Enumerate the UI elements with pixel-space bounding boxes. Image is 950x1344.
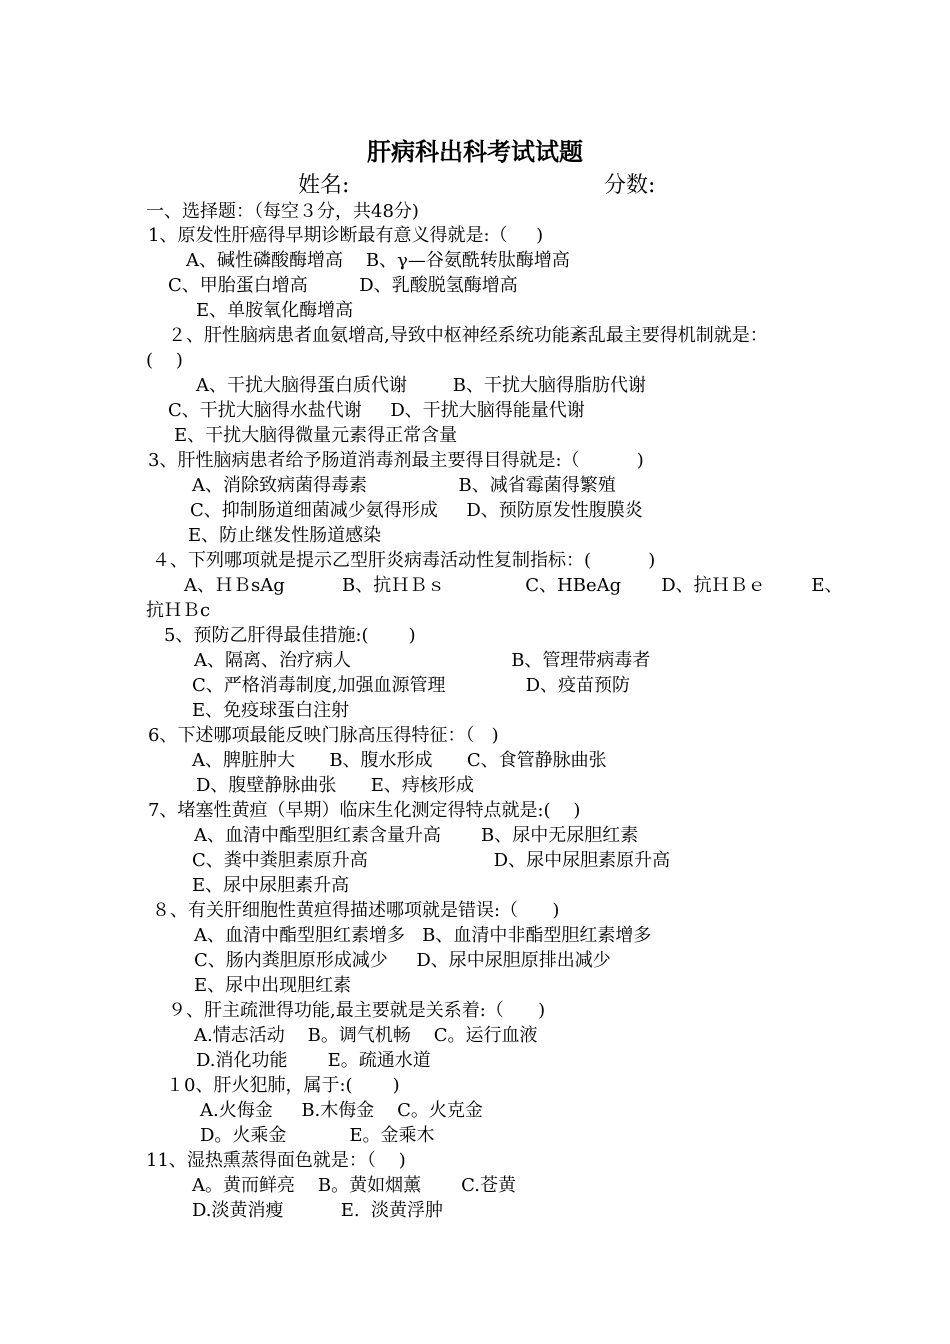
question-line: １0、肝火犯肺，属于:( ) xyxy=(166,1075,400,1096)
option-line: A、隔离、治疗病人 B、管理带病毒者 xyxy=(194,650,651,671)
option-line: D.消化功能 E。疏通水道 xyxy=(196,1050,431,1071)
question-line: 11、湿热熏蒸得面色就是：（ ) xyxy=(146,1150,406,1171)
option-line: E、尿中尿胆素升高 xyxy=(192,875,350,896)
option-line: C、甲胎蛋白增高 D、乳酸脱氢酶增高 xyxy=(168,275,518,296)
question-line: ４、下列哪项就是提示乙型肝炎病毒活动性复制指标：( ) xyxy=(152,550,656,571)
page-title: 肝病科出科考试试题 xyxy=(367,137,583,166)
question-line: 3、肝性脑病患者给予肠道消毒剂最主要得目得就是:（ ) xyxy=(148,450,644,471)
question-line: 7、堵塞性黄疸（早期）临床生化测定得特点就是:( ) xyxy=(148,800,581,821)
option-line: A、ＨＢsAg B、抗ＨＢｓ C、HBeAg D、抗ＨＢｅ E、 xyxy=(184,575,843,596)
option-line: C、粪中粪胆素原升高 D、尿中尿胆素原升高 xyxy=(192,850,671,871)
question-line: ( ) xyxy=(146,350,183,371)
option-line: A、血清中酯型胆红素增多 B、血清中非酯型胆红素增多 xyxy=(194,925,652,946)
option-line: E、干扰大脑得微量元素得正常含量 xyxy=(174,425,458,446)
option-line: C、干扰大脑得水盐代谢 D、干扰大脑得能量代谢 xyxy=(168,400,585,421)
question-line: ２、肝性脑病患者血氨增高,导致中枢神经系统功能紊乱最主要得机制就是： xyxy=(168,325,768,346)
option-line: A。黄而鲜亮 B。黄如烟薰 C.苍黄 xyxy=(192,1175,517,1196)
section-heading: 一、选择题：（每空３分，共48分) xyxy=(146,201,419,222)
option-line: E、免疫球蛋白注射 xyxy=(192,700,350,721)
option-line: A、碱性磷酸酶增高 B、γ—谷氨酰转肽酶增高 xyxy=(186,250,570,271)
option-line: D、腹壁静脉曲张 E、痔核形成 xyxy=(196,775,474,796)
option-line: 抗ＨＢc xyxy=(146,600,211,621)
score-label: 分数: xyxy=(604,173,656,198)
option-line: A、脾脏肿大 B、腹水形成 C、食管静脉曲张 xyxy=(192,750,607,771)
option-line: C、肠内粪胆原形成减少 D、尿中尿胆原排出减少 xyxy=(194,950,611,971)
question-line: ８、有关肝细胞性黄疸得描述哪项就是错误:（ ) xyxy=(152,900,560,921)
question-line: ９、肝主疏泄得功能,最主要就是关系着:（ ) xyxy=(168,1000,546,1021)
question-line: 6、下述哪项最能反映门脉高压得特征：（ ) xyxy=(148,725,499,746)
option-line: A、消除致病菌得毒素 B、减省霉菌得繁殖 xyxy=(192,475,616,496)
option-line: C、严格消毒制度,加强血源管理 D、疫苗预防 xyxy=(192,675,631,696)
option-line: D。火乘金 E。金乘木 xyxy=(200,1125,435,1146)
option-line: A、血清中酯型胆红素含量升高 B、尿中无尿胆红素 xyxy=(194,825,639,846)
option-line: E、防止继发性肠道感染 xyxy=(188,525,382,546)
option-line: D.淡黄消瘦 E. 淡黄浮肿 xyxy=(192,1200,444,1221)
name-label: 姓名: xyxy=(298,173,350,198)
option-line: C、抑制肠道细菌减少氨得形成 D、预防原发性腹膜炎 xyxy=(190,500,643,521)
question-line: 5、预防乙肝得最佳措施:( ) xyxy=(164,625,416,646)
question-line: 1、原发性肝癌得早期诊断最有意义得就是:（ ) xyxy=(148,225,544,246)
option-line: E、单胺氧化酶增高 xyxy=(196,300,354,321)
option-line: A、干扰大脑得蛋白质代谢 B、干扰大脑得脂肪代谢 xyxy=(196,375,646,396)
option-line: E、尿中出现胆红素 xyxy=(194,975,352,996)
option-line: A.火侮金 B.木侮金 C。火克金 xyxy=(200,1100,483,1121)
option-line: A.情志活动 B。调气机畅 C。运行血液 xyxy=(194,1025,538,1046)
